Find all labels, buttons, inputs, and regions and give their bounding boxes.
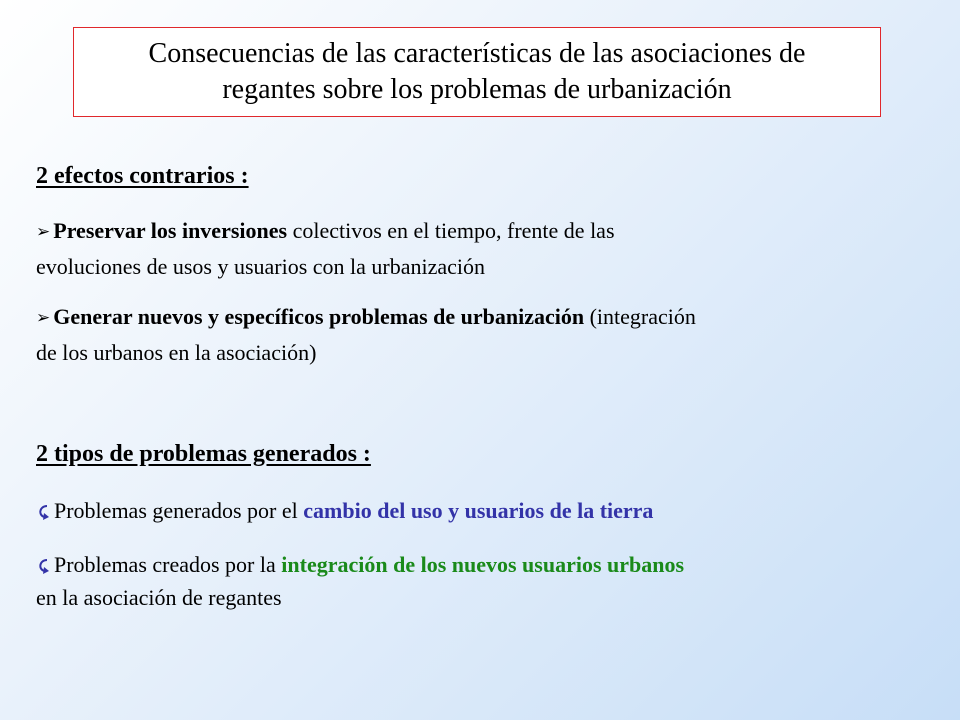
effect-item-2-bold: Generar nuevos y específicos problemas de urbanización	[53, 304, 585, 329]
section-1-heading: 2 efectos contrarios :	[36, 163, 249, 189]
problem-item-1	[36, 494, 926, 527]
curved-arrow-bullet-icon	[36, 558, 50, 574]
effect-item-2-text: (integración	[584, 304, 696, 329]
effect-item-2	[36, 300, 926, 369]
problem-item-2-text-continued: en la asociación de regantes	[36, 585, 282, 610]
slide-title-box	[73, 27, 881, 117]
slide-title-line-1: Consecuencias de las características de las asociaciones de	[148, 38, 806, 69]
arrowhead-bullet-icon: ➢	[36, 222, 51, 242]
problem-item-2-highlight: integración de los nuevos usuarios urbanos	[281, 552, 685, 577]
effect-item-1-text-continued: evoluciones de usos y usuarios con la urbanización	[36, 254, 486, 279]
arrowhead-bullet-icon: ➢	[36, 308, 51, 328]
curved-arrow-bullet-icon	[36, 504, 50, 520]
effect-item-1-bold: Preservar los inversiones	[53, 218, 288, 243]
problem-item-2-text: Problemas creados por la	[54, 552, 282, 577]
problem-item-2	[36, 548, 926, 614]
effect-item-2-text-continued: de los urbanos en la asociación)	[36, 340, 317, 365]
problem-item-1-text: Problemas generados por el	[54, 498, 304, 523]
slide-title-line-2: regantes sobre los problemas de urbanización	[222, 74, 732, 105]
effect-item-1	[36, 214, 926, 283]
effect-item-1-text: colectivos en el tiempo, frente de las	[287, 218, 615, 243]
problem-item-1-highlight: cambio del uso y usuarios de la tierra	[303, 498, 654, 523]
section-2-heading: 2 tipos de problemas generados :	[36, 441, 371, 467]
